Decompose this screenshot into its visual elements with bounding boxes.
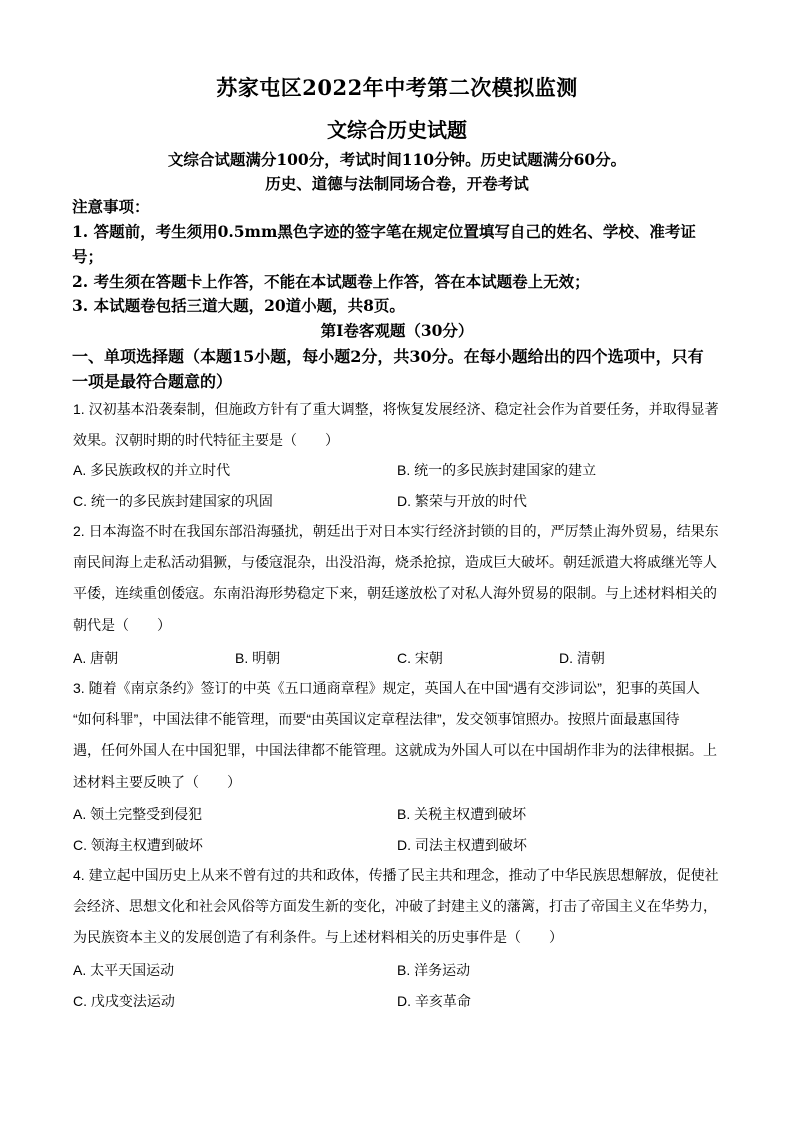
question-4-options [73,960,721,1022]
question-4-line-3: 为民族资本主义的发展创造了有利条件。与上述材料相关的历史事件是（ ） [73,929,563,946]
question-4-option-c[interactable]: C. 戊戌变法运动 [73,993,175,1009]
question-3-line-2: “如何科罪”，中国法律不能管理，而要“由英国议定章程法律”，发交领事馆照办。按照片面最惠国待 [73,711,680,728]
question-3-options [73,804,721,866]
question-3-line-1: 3. 随着《南京条约》签订的中英《五口通商章程》规定，英国人在中国“遇有交涉词讼”，犯事的英国人 [73,680,700,696]
question-3-option-b[interactable]: B. 关税主权遭到破坏 [397,806,527,822]
question-2-line-2: 南民间海上走私活动猖獗，与倭寇混杂，出没沿海，烧杀抢掠，造成巨大破坏。朝廷派遣大将戚继光等人 [73,554,717,571]
notice-item-1: 1. 答题前，考生须用0.5mm黑色字迹的签字笔在规定位置填写自己的姓名、学校、准考证 [72,222,696,241]
question-1-options [73,460,721,522]
question-3-option-c[interactable]: C. 领海主权遭到破坏 [73,837,203,853]
notice-item-1-cont: 号； [72,247,104,266]
exam-title: 苏家屯区2022年中考第二次模拟监测 [216,75,578,100]
question-4-option-b[interactable]: B. 洋务运动 [397,962,471,978]
notice-item-2: 2. 考生须在答题卡上作答，不能在本试题卷上作答，答在本试题卷上无效； [72,272,590,291]
question-2-option-a[interactable]: A. 唐朝 [73,650,119,666]
section-instruction: 一、单项选择题（本题15小题，每小题2分，共30分。在每小题给出的四个选项中，只有 [72,347,704,366]
question-2-option-b[interactable]: B. 明朝 [235,650,281,666]
question-4-line-1: 4. 建立起中国历史上从来不曾有过的共和政体，传播了民主共和理念，推动了中华民族思想解放，促使社 [73,867,719,883]
question-2 [73,516,721,641]
question-2-line-4: 朝代是（ ） [73,616,171,633]
exam-info-score: 文综合试题满分100分，考试时间110分钟。历史试题满分60分。 [167,150,627,169]
question-1-option-a[interactable]: A. 多民族政权的并立时代 [73,462,231,478]
question-1-option-d[interactable]: D. 繁荣与开放的时代 [397,493,527,509]
exam-subtitle: 文综合历史试题 [327,118,467,142]
notice-heading: 注意事项： [72,197,150,216]
question-3-option-a[interactable]: A. 领土完整受到侵犯 [73,806,203,822]
question-4 [73,860,721,954]
section-instruction-cont: 一项是最符合题意的） [72,372,233,391]
question-1-option-b[interactable]: B. 统一的多民族封建国家的建立 [397,462,597,478]
question-2-options [73,648,721,672]
question-3 [73,673,721,798]
question-3-line-4: 述材料主要反映了（ ） [73,773,241,790]
question-4-option-d[interactable]: D. 辛亥革命 [397,993,471,1009]
question-4-option-a[interactable]: A. 太平天国运动 [73,962,175,978]
question-2-line-3: 平倭，连续重创倭寇。东南沿海形势稳定下来，朝廷遂放松了对私人海外贸易的限制。与上述材料相关的 [73,585,717,602]
question-4-line-2: 会经济、思想文化和社会风俗等方面发生新的变化，冲破了封建主义的藩篱，打击了帝国主义在华势力， [73,898,717,915]
question-2-option-d[interactable]: D. 清朝 [559,650,605,666]
question-2-line-1: 2. 日本海盗不时在我国东部沿海骚扰，朝廷出于对日本实行经济封锁的目的，严厉禁止海外贸易，结果东 [73,523,719,539]
exam-info-format: 历史、道德与法制同场合卷，开卷考试 [265,174,529,193]
question-3-line-3: 遇，任何外国人在中国犯罪，中国法律都不能管理。这就成为外国人可以在中国胡作非为的法律根据。上 [73,742,717,759]
section-title: 第Ⅰ卷客观题（30分） [320,321,474,340]
question-3-option-d[interactable]: D. 司法主权遭到破坏 [397,837,527,853]
question-1-line-2: 效果。汉朝时期的时代特征主要是（ ） [73,432,339,449]
question-1-option-c[interactable]: C. 统一的多民族封建国家的巩固 [73,493,273,509]
question-1-line-1: 1. 汉初基本沿袭秦制，但施政方针有了重大调整，将恢复发展经济、稳定社会作为首要任务，并取得显著 [73,401,719,417]
notice-item-3: 3. 本试题卷包括三道大题，20道小题，共8页。 [72,296,405,315]
question-2-option-c[interactable]: C. 宋朝 [397,650,443,666]
question-1 [73,394,721,456]
